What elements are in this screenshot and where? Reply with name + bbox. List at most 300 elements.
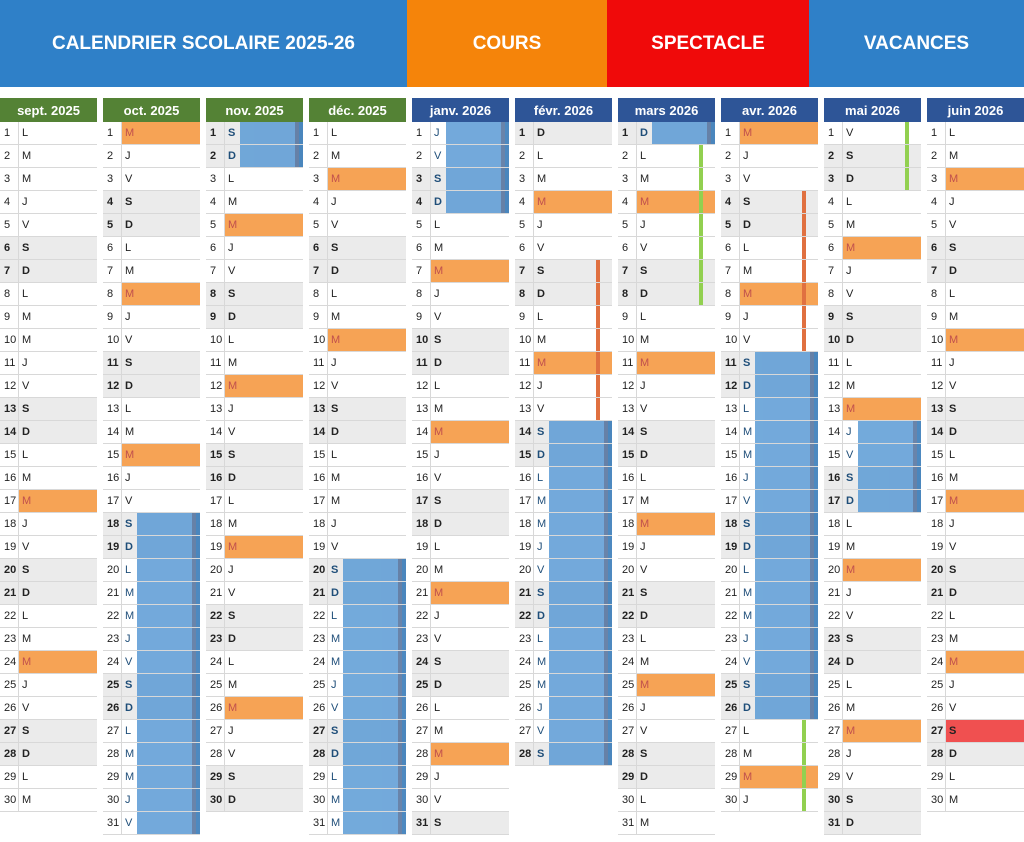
day-cell[interactable] — [103, 490, 200, 513]
day-cell[interactable] — [309, 352, 406, 375]
day-cell[interactable] — [412, 582, 509, 605]
day-cell[interactable] — [103, 720, 200, 743]
day-cell[interactable] — [0, 720, 97, 743]
day-cell[interactable] — [515, 628, 612, 651]
day-cell[interactable] — [515, 559, 612, 582]
day-cell[interactable] — [206, 329, 303, 352]
day-cell[interactable] — [103, 467, 200, 490]
day-cell[interactable] — [206, 582, 303, 605]
day-cell[interactable] — [927, 559, 1024, 582]
day-cell[interactable] — [618, 536, 715, 559]
day-cell[interactable] — [515, 697, 612, 720]
day-cell[interactable] — [618, 122, 715, 145]
day-cell[interactable] — [824, 536, 921, 559]
day-cell[interactable] — [412, 145, 509, 168]
day-cell[interactable] — [0, 467, 97, 490]
day-cell[interactable] — [206, 352, 303, 375]
day-cell[interactable] — [618, 260, 715, 283]
day-cell[interactable] — [927, 536, 1024, 559]
day-cell[interactable] — [309, 812, 406, 835]
day-cell[interactable] — [103, 214, 200, 237]
day-cell[interactable] — [309, 444, 406, 467]
day-cell[interactable] — [721, 766, 818, 789]
day-cell[interactable] — [515, 490, 612, 513]
day-cell[interactable] — [103, 605, 200, 628]
day-cell[interactable] — [824, 789, 921, 812]
day-cell[interactable] — [0, 743, 97, 766]
day-cell[interactable] — [618, 720, 715, 743]
day-cell[interactable] — [103, 260, 200, 283]
day-cell[interactable] — [309, 145, 406, 168]
day-cell[interactable] — [206, 605, 303, 628]
day-cell[interactable] — [206, 214, 303, 237]
day-cell[interactable] — [824, 628, 921, 651]
day-cell[interactable] — [618, 237, 715, 260]
day-cell[interactable] — [618, 766, 715, 789]
day-cell[interactable] — [618, 582, 715, 605]
day-cell[interactable] — [618, 283, 715, 306]
day-cell[interactable] — [0, 260, 97, 283]
day-cell[interactable] — [618, 651, 715, 674]
day-cell[interactable] — [618, 467, 715, 490]
day-cell[interactable] — [927, 237, 1024, 260]
day-cell[interactable] — [824, 191, 921, 214]
day-cell[interactable] — [0, 582, 97, 605]
day-cell[interactable] — [206, 168, 303, 191]
day-cell[interactable] — [721, 789, 818, 812]
day-cell[interactable] — [721, 444, 818, 467]
day-cell[interactable] — [618, 145, 715, 168]
day-cell[interactable] — [309, 582, 406, 605]
day-cell[interactable] — [618, 214, 715, 237]
day-cell[interactable] — [927, 375, 1024, 398]
day-cell[interactable] — [206, 306, 303, 329]
day-cell[interactable] — [927, 260, 1024, 283]
day-cell[interactable] — [309, 605, 406, 628]
day-cell[interactable] — [515, 145, 612, 168]
day-cell[interactable] — [721, 605, 818, 628]
day-cell[interactable] — [412, 214, 509, 237]
day-cell[interactable] — [515, 720, 612, 743]
day-cell[interactable] — [721, 168, 818, 191]
day-cell[interactable] — [206, 766, 303, 789]
day-cell[interactable] — [927, 421, 1024, 444]
day-cell[interactable] — [721, 467, 818, 490]
day-cell[interactable] — [412, 467, 509, 490]
day-cell[interactable] — [927, 720, 1024, 743]
day-cell[interactable] — [103, 789, 200, 812]
day-cell[interactable] — [103, 513, 200, 536]
day-cell[interactable] — [412, 260, 509, 283]
day-cell[interactable] — [618, 789, 715, 812]
day-cell[interactable] — [824, 375, 921, 398]
day-cell[interactable] — [412, 283, 509, 306]
day-cell[interactable] — [103, 352, 200, 375]
day-cell[interactable] — [927, 697, 1024, 720]
day-cell[interactable] — [0, 214, 97, 237]
day-cell[interactable] — [412, 375, 509, 398]
day-cell[interactable] — [0, 766, 97, 789]
day-cell[interactable] — [618, 398, 715, 421]
day-cell[interactable] — [103, 145, 200, 168]
day-cell[interactable] — [0, 444, 97, 467]
day-cell[interactable] — [927, 766, 1024, 789]
day-cell[interactable] — [721, 145, 818, 168]
day-cell[interactable] — [515, 329, 612, 352]
day-cell[interactable] — [412, 444, 509, 467]
day-cell[interactable] — [618, 812, 715, 835]
day-cell[interactable] — [103, 697, 200, 720]
day-cell[interactable] — [824, 329, 921, 352]
day-cell[interactable] — [721, 352, 818, 375]
day-cell[interactable] — [824, 490, 921, 513]
day-cell[interactable] — [618, 490, 715, 513]
day-cell[interactable] — [927, 398, 1024, 421]
day-cell[interactable] — [515, 421, 612, 444]
day-cell[interactable] — [206, 375, 303, 398]
day-cell[interactable] — [412, 697, 509, 720]
day-cell[interactable] — [412, 766, 509, 789]
day-cell[interactable] — [103, 122, 200, 145]
day-cell[interactable] — [515, 605, 612, 628]
day-cell[interactable] — [0, 536, 97, 559]
day-cell[interactable] — [309, 789, 406, 812]
day-cell[interactable] — [515, 444, 612, 467]
day-cell[interactable] — [721, 513, 818, 536]
day-cell[interactable] — [0, 122, 97, 145]
day-cell[interactable] — [618, 421, 715, 444]
day-cell[interactable] — [618, 628, 715, 651]
day-cell[interactable] — [0, 628, 97, 651]
day-cell[interactable] — [515, 375, 612, 398]
day-cell[interactable] — [927, 467, 1024, 490]
day-cell[interactable] — [206, 444, 303, 467]
day-cell[interactable] — [309, 490, 406, 513]
day-cell[interactable] — [412, 812, 509, 835]
day-cell[interactable] — [824, 720, 921, 743]
day-cell[interactable] — [412, 329, 509, 352]
day-cell[interactable] — [515, 398, 612, 421]
day-cell[interactable] — [927, 168, 1024, 191]
day-cell[interactable] — [103, 582, 200, 605]
day-cell[interactable] — [515, 352, 612, 375]
day-cell[interactable] — [309, 559, 406, 582]
day-cell[interactable] — [412, 720, 509, 743]
day-cell[interactable] — [515, 306, 612, 329]
day-cell[interactable] — [927, 674, 1024, 697]
day-cell[interactable] — [309, 191, 406, 214]
day-cell[interactable] — [206, 513, 303, 536]
day-cell[interactable] — [927, 651, 1024, 674]
day-cell[interactable] — [927, 605, 1024, 628]
day-cell[interactable] — [309, 467, 406, 490]
day-cell[interactable] — [721, 260, 818, 283]
day-cell[interactable] — [206, 421, 303, 444]
day-cell[interactable] — [618, 168, 715, 191]
day-cell[interactable] — [0, 375, 97, 398]
day-cell[interactable] — [721, 191, 818, 214]
day-cell[interactable] — [309, 398, 406, 421]
day-cell[interactable] — [824, 559, 921, 582]
day-cell[interactable] — [309, 697, 406, 720]
day-cell[interactable] — [618, 329, 715, 352]
day-cell[interactable] — [309, 743, 406, 766]
day-cell[interactable] — [618, 191, 715, 214]
day-cell[interactable] — [206, 490, 303, 513]
day-cell[interactable] — [824, 260, 921, 283]
day-cell[interactable] — [309, 283, 406, 306]
day-cell[interactable] — [721, 214, 818, 237]
day-cell[interactable] — [824, 743, 921, 766]
day-cell[interactable] — [309, 421, 406, 444]
day-cell[interactable] — [721, 306, 818, 329]
day-cell[interactable] — [309, 766, 406, 789]
day-cell[interactable] — [721, 720, 818, 743]
day-cell[interactable] — [0, 674, 97, 697]
day-cell[interactable] — [824, 145, 921, 168]
day-cell[interactable] — [0, 283, 97, 306]
day-cell[interactable] — [927, 306, 1024, 329]
day-cell[interactable] — [927, 513, 1024, 536]
day-cell[interactable] — [927, 628, 1024, 651]
day-cell[interactable] — [618, 352, 715, 375]
day-cell[interactable] — [309, 168, 406, 191]
day-cell[interactable] — [412, 490, 509, 513]
day-cell[interactable] — [412, 168, 509, 191]
day-cell[interactable] — [824, 697, 921, 720]
day-cell[interactable] — [206, 122, 303, 145]
day-cell[interactable] — [309, 260, 406, 283]
day-cell[interactable] — [412, 743, 509, 766]
day-cell[interactable] — [206, 628, 303, 651]
day-cell[interactable] — [824, 766, 921, 789]
day-cell[interactable] — [721, 743, 818, 766]
day-cell[interactable] — [927, 214, 1024, 237]
day-cell[interactable] — [515, 743, 612, 766]
day-cell[interactable] — [206, 260, 303, 283]
day-cell[interactable] — [824, 398, 921, 421]
day-cell[interactable] — [103, 559, 200, 582]
day-cell[interactable] — [0, 191, 97, 214]
day-cell[interactable] — [824, 605, 921, 628]
day-cell[interactable] — [927, 145, 1024, 168]
day-cell[interactable] — [927, 582, 1024, 605]
day-cell[interactable] — [103, 651, 200, 674]
day-cell[interactable] — [206, 536, 303, 559]
day-cell[interactable] — [0, 145, 97, 168]
day-cell[interactable] — [515, 214, 612, 237]
day-cell[interactable] — [515, 237, 612, 260]
day-cell[interactable] — [206, 559, 303, 582]
day-cell[interactable] — [103, 812, 200, 835]
day-cell[interactable] — [412, 191, 509, 214]
day-cell[interactable] — [618, 674, 715, 697]
day-cell[interactable] — [103, 375, 200, 398]
day-cell[interactable] — [618, 375, 715, 398]
day-cell[interactable] — [515, 168, 612, 191]
day-cell[interactable] — [309, 122, 406, 145]
day-cell[interactable] — [309, 513, 406, 536]
day-cell[interactable] — [412, 352, 509, 375]
day-cell[interactable] — [206, 145, 303, 168]
day-cell[interactable] — [824, 444, 921, 467]
day-cell[interactable] — [309, 536, 406, 559]
day-cell[interactable] — [515, 513, 612, 536]
day-cell[interactable] — [206, 720, 303, 743]
day-cell[interactable] — [927, 122, 1024, 145]
day-cell[interactable] — [721, 398, 818, 421]
day-cell[interactable] — [309, 306, 406, 329]
day-cell[interactable] — [0, 352, 97, 375]
day-cell[interactable] — [721, 697, 818, 720]
day-cell[interactable] — [927, 789, 1024, 812]
day-cell[interactable] — [0, 168, 97, 191]
day-cell[interactable] — [206, 789, 303, 812]
day-cell[interactable] — [721, 536, 818, 559]
day-cell[interactable] — [824, 352, 921, 375]
day-cell[interactable] — [721, 674, 818, 697]
day-cell[interactable] — [927, 490, 1024, 513]
day-cell[interactable] — [927, 444, 1024, 467]
day-cell[interactable] — [618, 605, 715, 628]
day-cell[interactable] — [618, 697, 715, 720]
day-cell[interactable] — [721, 375, 818, 398]
day-cell[interactable] — [927, 283, 1024, 306]
day-cell[interactable] — [103, 283, 200, 306]
day-cell[interactable] — [0, 237, 97, 260]
day-cell[interactable] — [824, 168, 921, 191]
day-cell[interactable] — [103, 536, 200, 559]
day-cell[interactable] — [0, 651, 97, 674]
day-cell[interactable] — [515, 536, 612, 559]
day-cell[interactable] — [618, 444, 715, 467]
day-cell[interactable] — [412, 559, 509, 582]
day-cell[interactable] — [0, 789, 97, 812]
day-cell[interactable] — [309, 628, 406, 651]
day-cell[interactable] — [0, 559, 97, 582]
day-cell[interactable] — [515, 122, 612, 145]
day-cell[interactable] — [309, 237, 406, 260]
day-cell[interactable] — [103, 674, 200, 697]
day-cell[interactable] — [0, 697, 97, 720]
day-cell[interactable] — [618, 559, 715, 582]
day-cell[interactable] — [103, 743, 200, 766]
day-cell[interactable] — [309, 214, 406, 237]
day-cell[interactable] — [721, 559, 818, 582]
day-cell[interactable] — [824, 214, 921, 237]
day-cell[interactable] — [721, 329, 818, 352]
day-cell[interactable] — [0, 605, 97, 628]
day-cell[interactable] — [824, 651, 921, 674]
day-cell[interactable] — [721, 628, 818, 651]
day-cell[interactable] — [721, 651, 818, 674]
day-cell[interactable] — [206, 743, 303, 766]
day-cell[interactable] — [721, 237, 818, 260]
day-cell[interactable] — [309, 651, 406, 674]
day-cell[interactable] — [309, 375, 406, 398]
day-cell[interactable] — [515, 674, 612, 697]
day-cell[interactable] — [412, 674, 509, 697]
day-cell[interactable] — [824, 467, 921, 490]
day-cell[interactable] — [103, 628, 200, 651]
day-cell[interactable] — [206, 674, 303, 697]
day-cell[interactable] — [515, 283, 612, 306]
day-cell[interactable] — [515, 191, 612, 214]
day-cell[interactable] — [412, 398, 509, 421]
day-cell[interactable] — [206, 191, 303, 214]
day-cell[interactable] — [206, 467, 303, 490]
day-cell[interactable] — [206, 237, 303, 260]
day-cell[interactable] — [206, 398, 303, 421]
day-cell[interactable] — [0, 490, 97, 513]
day-cell[interactable] — [103, 306, 200, 329]
day-cell[interactable] — [721, 582, 818, 605]
day-cell[interactable] — [309, 329, 406, 352]
day-cell[interactable] — [721, 421, 818, 444]
day-cell[interactable] — [515, 467, 612, 490]
day-cell[interactable] — [824, 513, 921, 536]
day-cell[interactable] — [515, 582, 612, 605]
day-cell[interactable] — [103, 766, 200, 789]
day-cell[interactable] — [412, 122, 509, 145]
day-cell[interactable] — [824, 306, 921, 329]
day-cell[interactable] — [206, 697, 303, 720]
day-cell[interactable] — [824, 283, 921, 306]
day-cell[interactable] — [721, 283, 818, 306]
day-cell[interactable] — [824, 674, 921, 697]
day-cell[interactable] — [515, 260, 612, 283]
day-cell[interactable] — [927, 352, 1024, 375]
day-cell[interactable] — [824, 812, 921, 835]
day-cell[interactable] — [103, 168, 200, 191]
day-cell[interactable] — [824, 421, 921, 444]
day-cell[interactable] — [103, 421, 200, 444]
day-cell[interactable] — [412, 789, 509, 812]
day-cell[interactable] — [412, 651, 509, 674]
day-cell[interactable] — [206, 651, 303, 674]
day-cell[interactable] — [927, 743, 1024, 766]
day-cell[interactable] — [618, 306, 715, 329]
day-cell[interactable] — [412, 421, 509, 444]
day-cell[interactable] — [618, 743, 715, 766]
day-cell[interactable] — [824, 237, 921, 260]
day-cell[interactable] — [412, 513, 509, 536]
day-cell[interactable] — [0, 306, 97, 329]
day-cell[interactable] — [515, 651, 612, 674]
day-cell[interactable] — [824, 582, 921, 605]
day-cell[interactable] — [206, 283, 303, 306]
day-cell[interactable] — [721, 490, 818, 513]
day-cell[interactable] — [618, 513, 715, 536]
day-cell[interactable] — [927, 191, 1024, 214]
day-cell[interactable] — [412, 628, 509, 651]
day-cell[interactable] — [0, 421, 97, 444]
day-cell[interactable] — [412, 237, 509, 260]
day-cell[interactable] — [309, 674, 406, 697]
day-cell[interactable] — [721, 122, 818, 145]
day-cell[interactable] — [103, 444, 200, 467]
day-cell[interactable] — [927, 329, 1024, 352]
day-cell[interactable] — [412, 536, 509, 559]
day-cell[interactable] — [309, 720, 406, 743]
day-cell[interactable] — [103, 329, 200, 352]
day-cell[interactable] — [824, 122, 921, 145]
day-cell[interactable] — [0, 513, 97, 536]
day-cell[interactable] — [103, 398, 200, 421]
day-cell[interactable] — [103, 237, 200, 260]
day-cell[interactable] — [0, 398, 97, 421]
day-cell[interactable] — [103, 191, 200, 214]
